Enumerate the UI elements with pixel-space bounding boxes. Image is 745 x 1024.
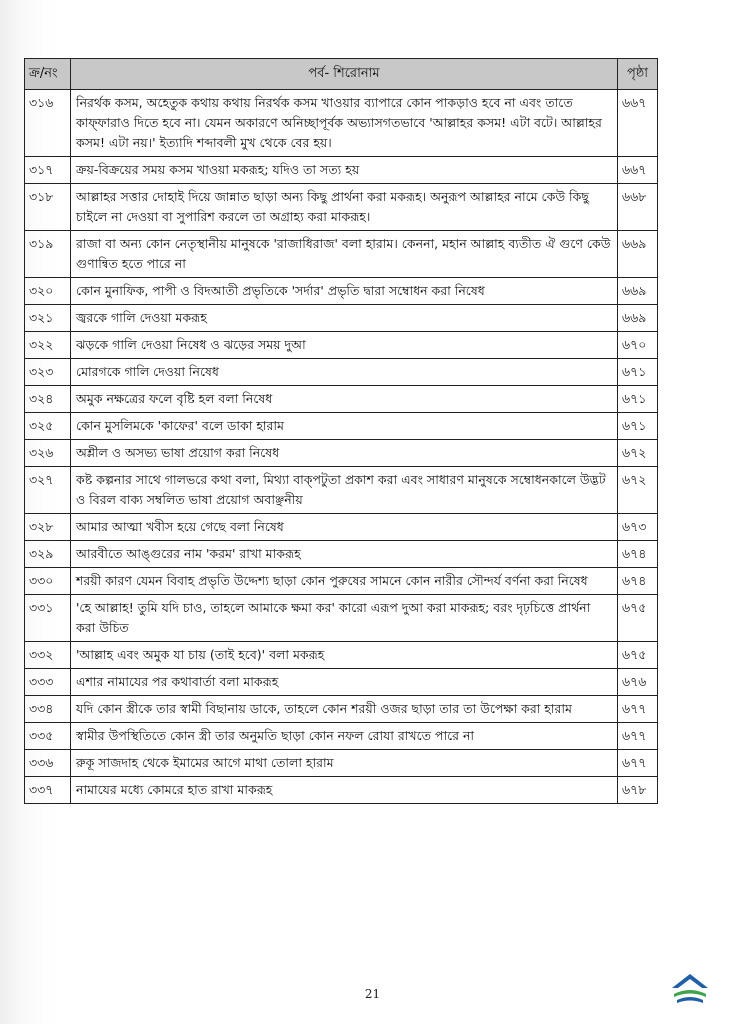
entry-number: ৩২১	[25, 305, 71, 332]
table-header-row	[25, 59, 658, 90]
table-row	[25, 669, 658, 696]
table-row	[25, 386, 658, 413]
entry-page: ৬৭১	[618, 413, 658, 440]
table-row	[25, 642, 658, 669]
entry-title: আমার আত্মা খবীস হয়ে গেছে বলা নিষেধ	[71, 514, 618, 541]
entry-page: ৬৬৮	[618, 184, 658, 231]
entry-page: ৬৭৬	[618, 669, 658, 696]
entry-title: রুকূ সাজদাহ থেকে ইমামের আগে মাথা তোলা হারাম	[71, 750, 618, 777]
header-number: ক্র/নং	[25, 59, 71, 90]
table-row	[25, 231, 658, 278]
entry-title: কোন মুসলিমকে 'কাফের' বলে ডাকা হারাম	[71, 413, 618, 440]
entry-title: যদি কোন স্ত্রীকে তার স্বামী বিছানায় ডাকে, তাহলে কোন শরয়ী ওজর ছাড়া তার তা উপেক্ষা করা হারাম	[71, 696, 618, 723]
entry-title: অমুক নক্ষত্রের ফলে বৃষ্টি হল বলা নিষেধ	[71, 386, 618, 413]
entry-number: ৩১৮	[25, 184, 71, 231]
entry-number: ৩৩৭	[25, 777, 71, 804]
entry-page: ৬৭৩	[618, 514, 658, 541]
table-row	[25, 359, 658, 386]
entry-page: ৬৬৯	[618, 278, 658, 305]
entry-title: স্বামীর উপস্থিতিতে কোন স্ত্রী তার অনুমতি ছাড়া কোন নফল রোযা রাখতে পারে না	[71, 723, 618, 750]
entry-number: ৩২৪	[25, 386, 71, 413]
table-row	[25, 413, 658, 440]
table-row	[25, 568, 658, 595]
entry-page: ৬৭৭	[618, 723, 658, 750]
entry-number: ৩২৭	[25, 467, 71, 514]
entry-page: ৬৭০	[618, 332, 658, 359]
entry-title: নিরর্থক কসম, অহেতুক কথায় কথায় নিরর্থক কসম খাওয়ার ব্যাপারে কোন পাকড়াও হবে না এবং তাতে কাফ্‌ফারাও দিতে হবে না। যেমন অকারণে অনিচ্ছাপূর্বক অভ্যাসগতভাবে 'আল্লাহর কসম! এটা বটে। আল্লাহর কসম! এটা নয়।' ইত্যাদি শব্দাবলী মুখ থেকে বের হয়।	[71, 90, 618, 157]
entry-number: ৩২৬	[25, 440, 71, 467]
entry-page: ৬৭২	[618, 467, 658, 514]
table-row	[25, 157, 658, 184]
entry-title: কষ্ট কল্পনার সাথে গালভরে কথা বলা, মিথ্যা বাক্‌পটুতা প্রকাশ করা এবং সাধারণ মানুষকে সম্বোধনকালে উদ্ভট ও বিরল বাক্য সম্বলিত ভাষা প্রয়োগ অবাঞ্ছনীয়	[71, 467, 618, 514]
entry-number: ৩৩৫	[25, 723, 71, 750]
table-row	[25, 184, 658, 231]
entry-number: ৩২৩	[25, 359, 71, 386]
contents-table	[24, 58, 658, 804]
entry-title: আল্লাহর সত্তার দোহাই দিয়ে জান্নাত ছাড়া অন্য কিছু প্রার্থনা করা মকরূহ। অনুরূপ আল্লাহর নামে কেউ কিছু চাইলে না দেওয়া বা সুপারিশ করলে তা অগ্রাহ্য করা মাকরূহ।	[71, 184, 618, 231]
publisher-logo-icon	[668, 972, 712, 1006]
table-row	[25, 467, 658, 514]
entry-page: ৬৭৪	[618, 568, 658, 595]
table-row	[25, 305, 658, 332]
table-row	[25, 541, 658, 568]
header-page: পৃষ্ঠা	[618, 59, 658, 90]
entry-page: ৬৭৭	[618, 696, 658, 723]
table-body	[25, 90, 658, 804]
entry-number: ৩২২	[25, 332, 71, 359]
table-row	[25, 696, 658, 723]
entry-page: ৬৭১	[618, 386, 658, 413]
entry-page: ৬৭২	[618, 440, 658, 467]
table-row	[25, 90, 658, 157]
table-row	[25, 595, 658, 642]
entry-number: ৩২৫	[25, 413, 71, 440]
entry-page: ৬৭৫	[618, 595, 658, 642]
entry-title: ঝড়কে গালি দেওয়া নিষেধ ও ঝড়ের সময় দুআ	[71, 332, 618, 359]
entry-title: নামাযের মধ্যে কোমরে হাত রাখা মাকরূহ	[71, 777, 618, 804]
entry-number: ৩৩০	[25, 568, 71, 595]
entry-title: এশার নামাযের পর কথাবার্তা বলা মাকরূহ	[71, 669, 618, 696]
table-row	[25, 278, 658, 305]
entry-number: ৩১৭	[25, 157, 71, 184]
entry-title: 'হে আল্লাহ! তুমি যদি চাও, তাহলে আমাকে ক্ষমা কর' কারো এরূপ দুআ করা মাকরূহ; বরং দৃঢ়চিত্তে প্রার্থনা করা উচিত	[71, 595, 618, 642]
entry-page: ৬৬৯	[618, 305, 658, 332]
entry-title: রাজা বা অন্য কোন নেতৃস্থানীয় মানুষকে 'রাজাধিরাজ' বলা হারাম। কেননা, মহান আল্লাহ ব্যতীত ঐ গুণে কেউ গুণান্বিত হতে পারে না	[71, 231, 618, 278]
entry-page: ৬৬৯	[618, 231, 658, 278]
entry-title: 'আল্লাহ এবং অমুক যা চায় (তাই হবে)' বলা মকরূহ	[71, 642, 618, 669]
entry-title: আরবীতে আঙ্গুরের নাম 'করম' রাখা মাকরূহ	[71, 541, 618, 568]
entry-title: ক্রয়-বিক্রয়ের সময় কসম খাওয়া মকরূহ; যদিও তা সত্য হয়	[71, 157, 618, 184]
entry-number: ৩৩৬	[25, 750, 71, 777]
table-row	[25, 514, 658, 541]
table-row	[25, 440, 658, 467]
entry-number: ৩৩৩	[25, 669, 71, 696]
table-row	[25, 332, 658, 359]
entry-title: শরয়ী কারণ যেমন বিবাহ প্রভৃতি উদ্দেশ্য ছাড়া কোন পুরুষের সামনে কোন নারীর সৌন্দর্য বর্ণনা করা নিষেধ	[71, 568, 618, 595]
table-row	[25, 777, 658, 804]
entry-title: জ্বরকে গালি দেওয়া মকরূহ	[71, 305, 618, 332]
entry-title: মোরগকে গালি দেওয়া নিষেধ	[71, 359, 618, 386]
entry-page: ৬৭৮	[618, 777, 658, 804]
entry-number: ৩১৬	[25, 90, 71, 157]
entry-page: ৬৭৫	[618, 642, 658, 669]
entry-page: ৬৭৭	[618, 750, 658, 777]
entry-page: ৬৬৭	[618, 90, 658, 157]
header-title: পর্ব- শিরোনাম	[71, 59, 618, 90]
entry-title: কোন মুনাফিক, পাপী ও বিদআতী প্রভৃতিকে 'সর্দার' প্রভৃতি দ্বারা সম্বোধন করা নিষেধ	[71, 278, 618, 305]
entry-number: ৩১৯	[25, 231, 71, 278]
entry-page: ৬৭১	[618, 359, 658, 386]
entry-number: ৩৩৪	[25, 696, 71, 723]
entry-number: ৩৩২	[25, 642, 71, 669]
page-number: 21	[364, 987, 381, 1001]
entry-page: ৬৭৪	[618, 541, 658, 568]
entry-number: ৩২০	[25, 278, 71, 305]
entry-number: ৩২৯	[25, 541, 71, 568]
entry-title: অশ্লীল ও অসভ্য ভাষা প্রয়োগ করা নিষেধ	[71, 440, 618, 467]
entry-page: ৬৬৭	[618, 157, 658, 184]
table-row	[25, 723, 658, 750]
table-row	[25, 750, 658, 777]
entry-number: ৩৩১	[25, 595, 71, 642]
entry-number: ৩২৮	[25, 514, 71, 541]
